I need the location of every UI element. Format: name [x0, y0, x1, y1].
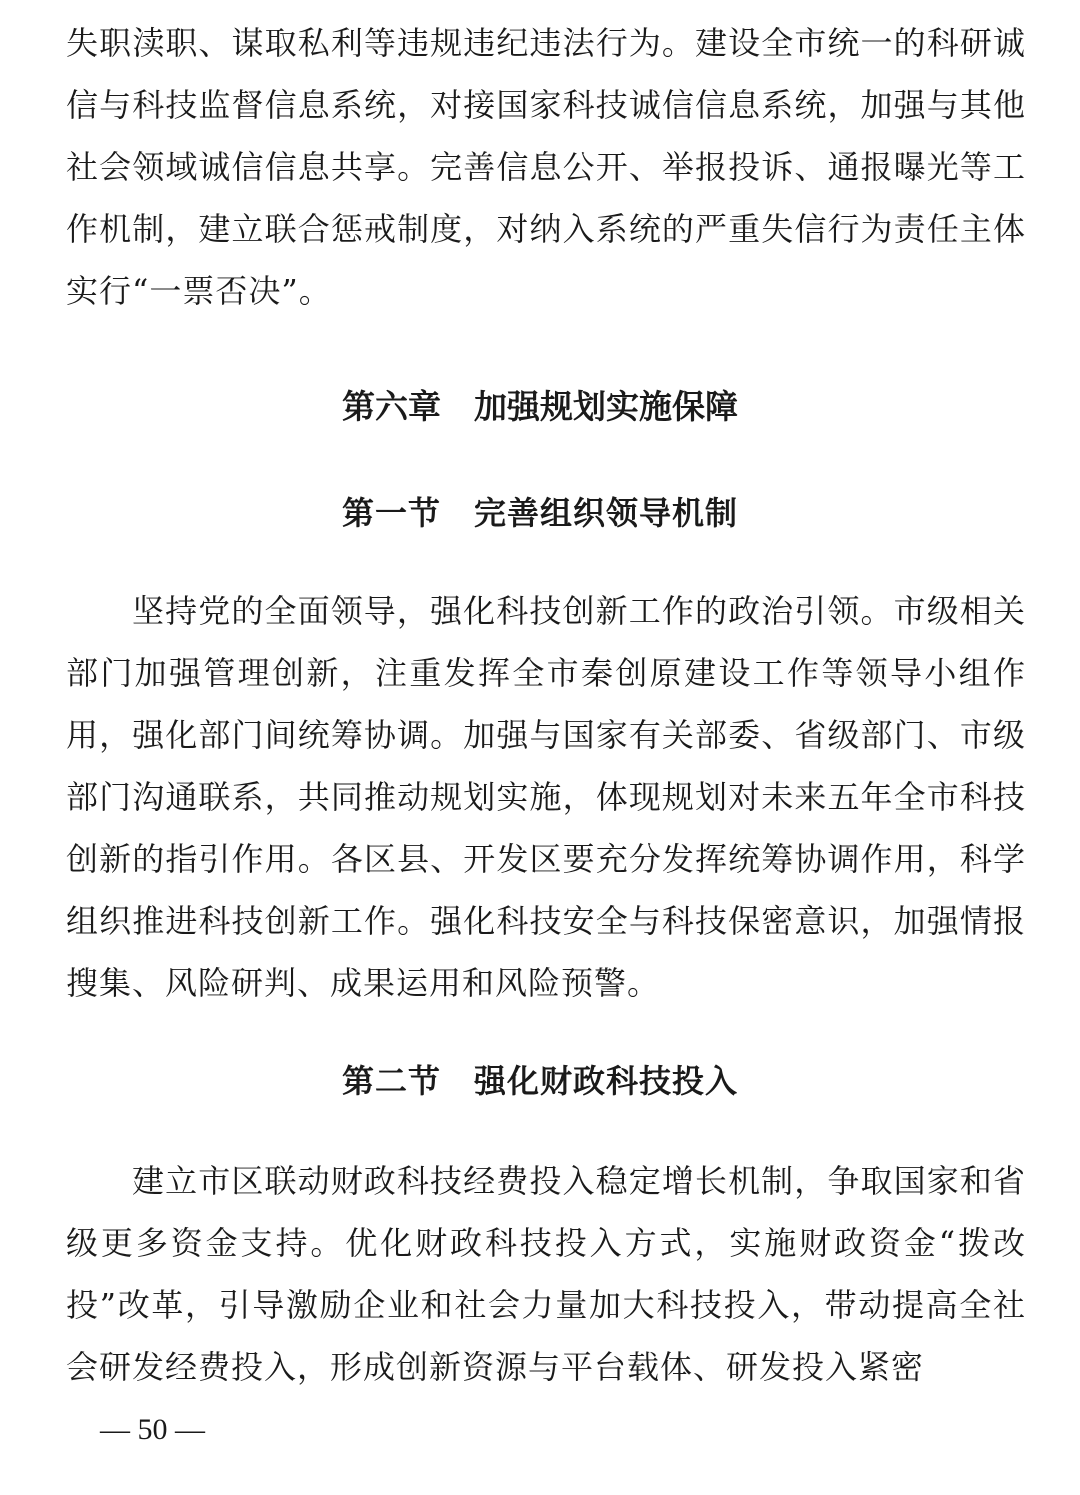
section-1-paragraph: 坚持党的全面领导，强化科技创新工作的政治引领。市级相关部门加强管理创新，注重发挥全市秦创原建设工作等领导小组作用，强化部门间统筹协调。加强与国家有关部委、省级部门、市级部门沟通联系，共同推动规划实施，体现规划对未来五年全市科技创新的指引作用。各区县、开发区要充分发挥统筹协调作用，科学组织推进科技创新工作。强化科技安全与科技保密意识，加强情报搜集、风险研判、成果运用和风险预警。	[66, 592, 1026, 1002]
page-number: — 50 —	[100, 1413, 205, 1446]
section-title-1: 第一节 完善组织领导机制	[341, 494, 738, 532]
chapter-title: 第六章 加强规划实施保障	[342, 387, 738, 426]
section-title-2: 第二节 强化财政科技投入	[341, 1062, 738, 1100]
paragraph-continued: 失职渎职、谋取私利等违规违纪违法行为。建设全市统一的科研诚信与科技监督信息系统，对接国家科技诚信信息系统，加强与其他社会领域诚信信息共享。完善信息公开、举报投诉、通报曝光等工作机制，建立联合惩戒制度，对纳入系统的严重失信行为责任主体实行“一票否决”。	[66, 24, 1026, 310]
section-2-paragraph: 建立市区联动财政科技经费投入稳定增长机制，争取国家和省级更多资金支持。优化财政科技投入方式，实施财政资金“拨改投”改革，引导激励企业和社会力量加大科技投入，带动提高全社会研发经费投入，形成创新资源与平台载体、研发投入紧密	[66, 1162, 1026, 1386]
